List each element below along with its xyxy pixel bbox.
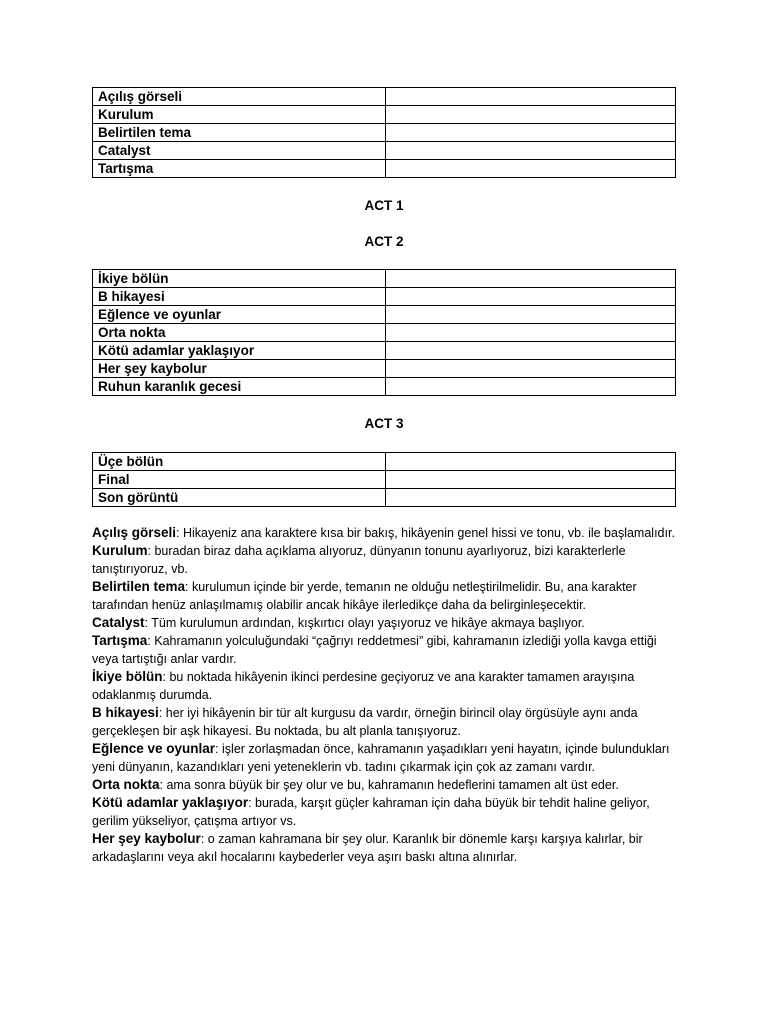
act1-heading: ACT 1 xyxy=(364,198,404,213)
description-text: : kurulumun içinde bir yerde, temanın ne olduğu netleştirilmelidir. Bu, ana karakter tarafından henüz anlaşılmamış olabilir ancak hikâye ilerledikçe daha da belirginleşecektir. xyxy=(92,580,637,612)
description-text: : o zaman kahramana bir şey olur. Karanlık bir dönemle karşı karşıya kalırlar, bir arkadaşlarını veya akıl hocalarını kaybederler veya aşırı baskı altına alınırlar. xyxy=(92,832,643,864)
beat-value-cell[interactable] xyxy=(386,453,676,471)
act1-beats-table xyxy=(92,87,676,178)
description-text: : her iyi hikâyenin bir tür alt kurgusu da vardır, örneğin birincil olay örgüsüyle aynı anda gerçekleşen bir aşk hikayesi. Bu noktada, bu alt planla tanışıyoruz. xyxy=(92,706,638,738)
description-text: : Kahramanın yolculuğundaki “çağrıyı reddetmesi” gibi, kahramanın izlediği yolla kavga ettiği veya tartıştığı anlar vardır. xyxy=(92,634,657,666)
table-row xyxy=(93,324,676,342)
description-paragraph xyxy=(92,668,682,704)
description-text: : burada, karşıt güçler kahraman için daha büyük bir tehdit haline geliyor, gerilim yükseliyor, çatışma artıyor vs. xyxy=(92,796,650,828)
beat-value-cell[interactable] xyxy=(386,378,676,396)
beat-label: Orta nokta xyxy=(93,324,386,342)
description-paragraph xyxy=(92,542,682,578)
description-paragraph xyxy=(92,632,682,668)
table-row xyxy=(93,124,676,142)
beat-label: Son görüntü xyxy=(93,489,386,507)
table-row xyxy=(93,160,676,178)
description-text: : Hikayeniz ana karaktere kısa bir bakış, hikâyenin genel hissi ve tonu, vb. ile başlamalıdır. xyxy=(176,526,675,540)
description-term: Catalyst xyxy=(92,615,145,630)
description-paragraph xyxy=(92,704,682,740)
beat-label: Catalyst xyxy=(93,142,386,160)
description-term: Kurulum xyxy=(92,543,148,558)
description-term: Kötü adamlar yaklaşıyor xyxy=(92,795,249,810)
description-term: Eğlence ve oyunlar xyxy=(92,741,216,756)
description-paragraph xyxy=(92,794,682,830)
table-row xyxy=(93,88,676,106)
table-row xyxy=(93,142,676,160)
description-paragraph xyxy=(92,830,682,866)
description-term: Tartışma xyxy=(92,633,148,648)
description-paragraph xyxy=(92,524,682,542)
description-text: : bu noktada hikâyenin ikinci perdesine geçiyoruz ve ana karakter tamamen arayışına odaklanmış durumda. xyxy=(92,670,635,702)
beat-value-cell[interactable] xyxy=(386,288,676,306)
description-paragraph xyxy=(92,614,682,632)
description-paragraph xyxy=(92,578,682,614)
description-term: B hikayesi xyxy=(92,705,159,720)
table-row xyxy=(93,288,676,306)
act3-beats-table xyxy=(92,452,676,507)
act2-beats-table xyxy=(92,269,676,396)
description-paragraph xyxy=(92,740,682,776)
table-row xyxy=(93,471,676,489)
description-term: İkiye bölün xyxy=(92,669,163,684)
beat-label: Her şey kaybolur xyxy=(93,360,386,378)
table-row xyxy=(93,306,676,324)
beat-label: Belirtilen tema xyxy=(93,124,386,142)
beat-value-cell[interactable] xyxy=(386,88,676,106)
beat-label: Açılış görseli xyxy=(93,88,386,106)
beat-value-cell[interactable] xyxy=(386,106,676,124)
table-row xyxy=(93,360,676,378)
table-row xyxy=(93,453,676,471)
beat-label: Kötü adamlar yaklaşıyor xyxy=(93,342,386,360)
table-row xyxy=(93,106,676,124)
beat-value-cell[interactable] xyxy=(386,489,676,507)
table-row xyxy=(93,378,676,396)
beat-value-cell[interactable] xyxy=(386,324,676,342)
beat-value-cell[interactable] xyxy=(386,306,676,324)
description-term: Orta nokta xyxy=(92,777,160,792)
beat-value-cell[interactable] xyxy=(386,124,676,142)
beat-label: B hikayesi xyxy=(93,288,386,306)
table-row xyxy=(93,489,676,507)
beat-label: Üçe bölün xyxy=(93,453,386,471)
description-term: Her şey kaybolur xyxy=(92,831,201,846)
act2-heading: ACT 2 xyxy=(364,234,404,249)
description-text: : Tüm kurulumun ardından, kışkırtıcı olayı yaşıyoruz ve hikâye akmaya başlıyor. xyxy=(144,616,585,630)
description-term: Belirtilen tema xyxy=(92,579,186,594)
description-text: : işler zorlaşmadan önce, kahramanın yaşadıkları yeni hayatın, içinde bulundukları yeni dünyanın, kazandıkları yeni yeteneklerin vb. tadını çıkarmak için çok az zamanı vardır. xyxy=(92,742,670,774)
table-row xyxy=(93,270,676,288)
beat-descriptions xyxy=(92,524,682,866)
beat-label: İkiye bölün xyxy=(93,270,386,288)
beat-label: Kurulum xyxy=(93,106,386,124)
beat-label: Final xyxy=(93,471,386,489)
beat-label: Tartışma xyxy=(93,160,386,178)
description-text: : ama sonra büyük bir şey olur ve bu, kahramanın hedeflerini tamamen alt üst eder. xyxy=(159,778,619,792)
beat-value-cell[interactable] xyxy=(386,471,676,489)
beat-value-cell[interactable] xyxy=(386,342,676,360)
beat-value-cell[interactable] xyxy=(386,160,676,178)
description-term: Açılış görseli xyxy=(92,525,177,540)
table-row xyxy=(93,342,676,360)
beat-label: Eğlence ve oyunlar xyxy=(93,306,386,324)
beat-value-cell[interactable] xyxy=(386,270,676,288)
beat-value-cell[interactable] xyxy=(386,142,676,160)
beat-label: Ruhun karanlık gecesi xyxy=(93,378,386,396)
description-paragraph xyxy=(92,776,682,794)
act3-heading: ACT 3 xyxy=(364,416,404,431)
description-text: : buradan biraz daha açıklama alıyoruz, dünyanın tonunu ayarlıyoruz, bizi karakterlerle tanıştırıyoruz, vb. xyxy=(92,544,626,576)
beat-value-cell[interactable] xyxy=(386,360,676,378)
